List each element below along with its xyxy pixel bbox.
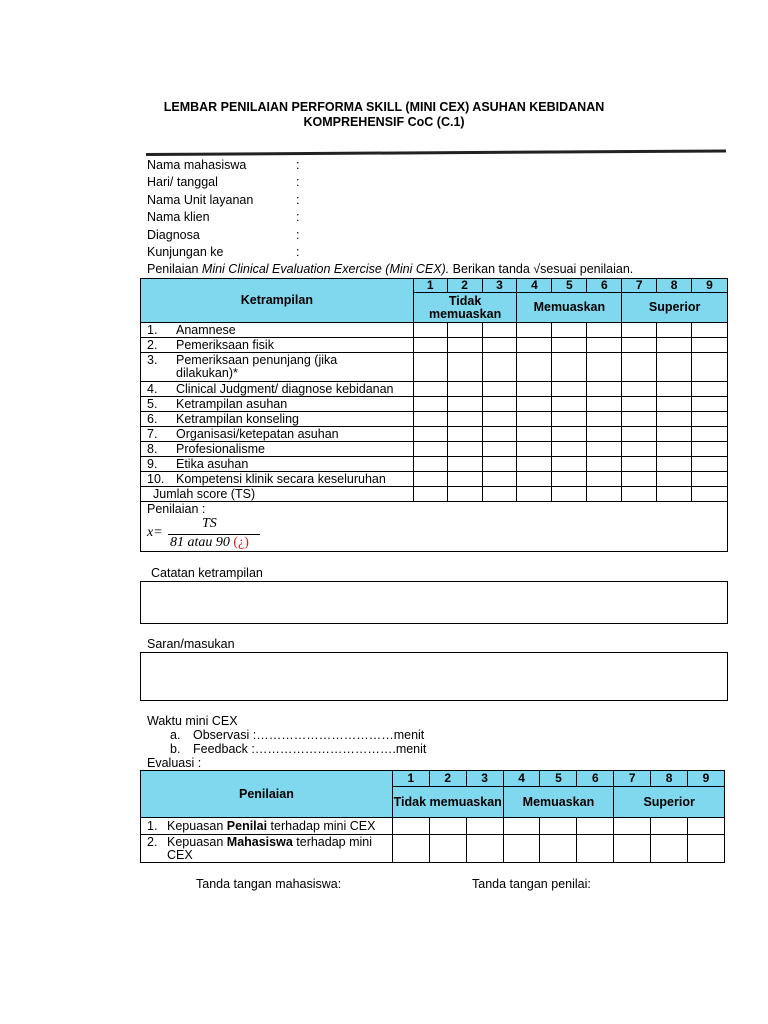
score-formula bbox=[147, 518, 267, 550]
row-text: Profesionalisme bbox=[176, 441, 265, 456]
score-cell[interactable] bbox=[482, 442, 517, 457]
score-cell[interactable] bbox=[587, 427, 622, 442]
score-header-7: 7 bbox=[614, 771, 651, 787]
row-number: 8. bbox=[147, 441, 158, 456]
score-cell[interactable] bbox=[651, 835, 688, 863]
instruction-italic: Mini Clinical Evaluation Exercise (Mini CEX). bbox=[201, 262, 450, 276]
observasi-line: Observasi :……………………………menit bbox=[193, 728, 425, 742]
score-cell[interactable] bbox=[447, 382, 482, 397]
score-cell[interactable] bbox=[517, 397, 552, 412]
table-row bbox=[141, 338, 728, 353]
field-colon: : bbox=[296, 210, 300, 224]
score-cell[interactable] bbox=[447, 457, 482, 472]
row-number: 10. bbox=[147, 471, 165, 486]
row-text bbox=[167, 836, 372, 862]
score-cell[interactable] bbox=[482, 412, 517, 427]
score-cell[interactable] bbox=[552, 442, 587, 457]
document-title-line2: KOMPREHENSIF CoC (C.1) bbox=[303, 115, 465, 129]
score-cell[interactable] bbox=[657, 412, 692, 427]
table-row bbox=[141, 442, 728, 457]
catatan-input[interactable] bbox=[140, 581, 728, 624]
saran-label: Saran/masukan bbox=[147, 637, 235, 651]
score-cell[interactable] bbox=[517, 382, 552, 397]
score-cell[interactable] bbox=[517, 427, 552, 442]
row-number: 9. bbox=[147, 456, 158, 471]
score-header-6: 6 bbox=[577, 771, 614, 787]
table-row bbox=[141, 818, 725, 835]
field-label-diagnosa: Diagnosa bbox=[147, 228, 200, 242]
score-cell[interactable] bbox=[587, 472, 622, 487]
score-cell[interactable] bbox=[466, 835, 503, 863]
score-cell[interactable] bbox=[447, 442, 482, 457]
score-cell[interactable] bbox=[657, 442, 692, 457]
skills-table bbox=[140, 278, 728, 552]
table-row bbox=[141, 427, 728, 442]
score-header-5: 5 bbox=[552, 279, 587, 293]
waktu-label: Waktu mini CEX bbox=[147, 714, 238, 728]
score-cell[interactable] bbox=[587, 353, 622, 382]
score-cell[interactable] bbox=[587, 382, 622, 397]
row-number: 7. bbox=[147, 426, 158, 441]
score-cell[interactable] bbox=[622, 382, 657, 397]
score-cell[interactable] bbox=[552, 382, 587, 397]
score-cell[interactable] bbox=[622, 338, 657, 353]
score-cell[interactable] bbox=[692, 472, 728, 487]
row-number: 2. bbox=[147, 834, 158, 849]
field-label-nama-mahasiswa: Nama mahasiswa bbox=[147, 158, 247, 172]
row-text: Clinical Judgment/ diagnose kebidanan bbox=[176, 381, 394, 396]
score-cell[interactable] bbox=[587, 338, 622, 353]
table-row bbox=[141, 412, 728, 427]
row-number: 3. bbox=[147, 353, 158, 367]
score-cell[interactable] bbox=[552, 323, 587, 338]
score-cell[interactable] bbox=[657, 457, 692, 472]
score-cell[interactable] bbox=[447, 323, 482, 338]
catatan-label: Catatan ketrampilan bbox=[151, 566, 263, 580]
total-label: Jumlah score (TS) bbox=[141, 487, 414, 502]
score-cell[interactable] bbox=[622, 487, 657, 502]
row-text: Kompetensi klinik secara keseluruhan bbox=[176, 471, 386, 486]
score-cell[interactable] bbox=[517, 353, 552, 382]
score-cell[interactable] bbox=[657, 338, 692, 353]
instruction-text bbox=[147, 262, 633, 277]
row-number: 6. bbox=[147, 411, 158, 426]
score-cell[interactable] bbox=[413, 412, 447, 427]
score-cell[interactable] bbox=[392, 818, 429, 835]
row-text-bold: Mahasiswa bbox=[226, 834, 293, 849]
feedback-line: Feedback :…………………………….menit bbox=[193, 742, 427, 756]
score-cell[interactable] bbox=[692, 427, 728, 442]
score-header-9: 9 bbox=[692, 279, 728, 293]
score-cell[interactable] bbox=[587, 412, 622, 427]
score-cell[interactable] bbox=[517, 487, 552, 502]
score-cell[interactable] bbox=[392, 835, 429, 863]
row-number: 1. bbox=[147, 322, 158, 337]
score-cell[interactable] bbox=[552, 472, 587, 487]
score-cell[interactable] bbox=[692, 397, 728, 412]
formula-numerator: TS bbox=[202, 516, 217, 531]
field-colon: : bbox=[296, 228, 300, 242]
score-cell[interactable] bbox=[692, 487, 728, 502]
score-cell[interactable] bbox=[517, 412, 552, 427]
score-cell[interactable] bbox=[622, 472, 657, 487]
score-cell[interactable] bbox=[466, 818, 503, 835]
field-colon: : bbox=[296, 245, 300, 259]
score-cell[interactable] bbox=[622, 427, 657, 442]
score-cell[interactable] bbox=[622, 323, 657, 338]
score-cell[interactable] bbox=[429, 835, 466, 863]
row-text: Ketrampilan konseling bbox=[176, 411, 299, 426]
score-cell[interactable] bbox=[413, 487, 447, 502]
row-text-post: terhadap mini CEX bbox=[267, 818, 376, 833]
score-cell[interactable] bbox=[692, 338, 728, 353]
document-title-line1: LEMBAR PENILAIAN PERFORMA SKILL (MINI CEX) ASUHAN KEBIDANAN bbox=[163, 100, 605, 114]
score-cell[interactable] bbox=[692, 442, 728, 457]
field-colon: : bbox=[296, 193, 300, 207]
score-cell[interactable] bbox=[587, 487, 622, 502]
evaluasi-label: Evaluasi : bbox=[147, 756, 202, 770]
row-number: 1. bbox=[147, 818, 158, 833]
score-header-4: 4 bbox=[517, 279, 552, 293]
score-header-3: 3 bbox=[466, 771, 503, 787]
table-row bbox=[141, 472, 728, 487]
score-cell[interactable] bbox=[587, 457, 622, 472]
score-cell[interactable] bbox=[552, 338, 587, 353]
score-cell[interactable] bbox=[552, 457, 587, 472]
row-text-pre: Kepuasan bbox=[167, 818, 227, 833]
score-cell[interactable] bbox=[482, 323, 517, 338]
score-cell[interactable] bbox=[413, 442, 447, 457]
score-cell[interactable] bbox=[517, 323, 552, 338]
score-cell[interactable] bbox=[517, 442, 552, 457]
score-cell[interactable] bbox=[482, 427, 517, 442]
score-header-9: 9 bbox=[688, 771, 725, 787]
score-cell[interactable] bbox=[447, 487, 482, 502]
field-colon: : bbox=[296, 175, 300, 189]
table-row bbox=[141, 323, 728, 338]
field-label-unit-layanan: Nama Unit layanan bbox=[147, 193, 254, 207]
score-cell[interactable] bbox=[413, 382, 447, 397]
score-cell[interactable] bbox=[657, 427, 692, 442]
score-header-4: 4 bbox=[503, 771, 540, 787]
score-cell[interactable] bbox=[622, 397, 657, 412]
score-cell[interactable] bbox=[692, 457, 728, 472]
formula-denominator bbox=[170, 536, 249, 549]
score-cell[interactable] bbox=[540, 835, 577, 863]
score-cell[interactable] bbox=[517, 338, 552, 353]
score-cell[interactable] bbox=[482, 472, 517, 487]
row-text: Organisasi/ketepatan asuhan bbox=[176, 426, 339, 441]
score-cell[interactable] bbox=[614, 835, 651, 863]
score-cell[interactable] bbox=[413, 338, 447, 353]
score-cell[interactable] bbox=[614, 818, 651, 835]
score-header-3: 3 bbox=[482, 279, 517, 293]
score-cell[interactable] bbox=[657, 472, 692, 487]
score-header-6: 6 bbox=[587, 279, 622, 293]
score-cell[interactable] bbox=[692, 353, 728, 382]
field-label-nama-klien: Nama klien bbox=[147, 210, 210, 224]
table-row bbox=[141, 382, 728, 397]
score-cell[interactable] bbox=[413, 457, 447, 472]
evaluation-table bbox=[140, 770, 725, 863]
score-cell[interactable] bbox=[503, 818, 540, 835]
row-text-post: terhadap mini CEX bbox=[167, 834, 373, 862]
skills-header: Ketrampilan bbox=[141, 279, 414, 323]
score-header-8: 8 bbox=[657, 279, 692, 293]
group-memuaskan: Memuaskan bbox=[503, 787, 614, 818]
score-header-8: 8 bbox=[651, 771, 688, 787]
group-tidak-memuaskan: Tidak memuaskan bbox=[413, 293, 517, 323]
score-cell[interactable] bbox=[651, 818, 688, 835]
score-header-1: 1 bbox=[392, 771, 429, 787]
score-cell[interactable] bbox=[540, 818, 577, 835]
formula-lhs: x= bbox=[147, 525, 163, 540]
group-memuaskan: Memuaskan bbox=[517, 293, 622, 323]
field-label-hari-tanggal: Hari/ tanggal bbox=[147, 175, 218, 189]
row-text: Anamnese bbox=[176, 322, 236, 337]
score-cell[interactable] bbox=[482, 338, 517, 353]
waktu-marker-b: b. bbox=[170, 742, 181, 756]
score-header-2: 2 bbox=[447, 279, 482, 293]
score-cell[interactable] bbox=[587, 323, 622, 338]
saran-input[interactable] bbox=[140, 652, 728, 701]
score-cell[interactable] bbox=[622, 412, 657, 427]
score-cell[interactable] bbox=[688, 835, 725, 863]
score-cell[interactable] bbox=[622, 353, 657, 382]
waktu-marker-a: a. bbox=[170, 728, 181, 742]
row-number: 4. bbox=[147, 381, 158, 396]
score-cell[interactable] bbox=[552, 427, 587, 442]
signature-mahasiswa-label: Tanda tangan mahasiswa: bbox=[196, 877, 342, 891]
score-cell[interactable] bbox=[447, 397, 482, 412]
row-text: Pemeriksaan fisik bbox=[176, 337, 274, 352]
group-superior: Superior bbox=[614, 787, 725, 818]
row-number: 2. bbox=[147, 337, 158, 352]
score-cell[interactable] bbox=[447, 338, 482, 353]
score-cell[interactable] bbox=[688, 818, 725, 835]
penilaian-row bbox=[141, 502, 728, 552]
table-row bbox=[141, 353, 728, 382]
score-cell[interactable] bbox=[692, 412, 728, 427]
instruction-suffix: Berikan tanda √sesuai penilaian. bbox=[449, 262, 634, 276]
score-cell[interactable] bbox=[577, 818, 614, 835]
score-cell[interactable] bbox=[657, 397, 692, 412]
score-cell[interactable] bbox=[517, 457, 552, 472]
table-row bbox=[141, 457, 728, 472]
signature-penilai-label: Tanda tangan penilai: bbox=[472, 877, 591, 891]
score-cell[interactable] bbox=[482, 353, 517, 382]
penilaian-header: Penilaian bbox=[141, 771, 393, 818]
score-cell[interactable] bbox=[482, 487, 517, 502]
instruction-prefix: Penilaian bbox=[147, 262, 202, 276]
score-cell[interactable] bbox=[587, 397, 622, 412]
score-cell[interactable] bbox=[587, 442, 622, 457]
score-header-1: 1 bbox=[413, 279, 447, 293]
score-cell[interactable] bbox=[552, 353, 587, 382]
score-cell[interactable] bbox=[447, 353, 482, 382]
score-cell[interactable] bbox=[413, 353, 447, 382]
score-header-7: 7 bbox=[622, 279, 657, 293]
score-cell[interactable] bbox=[657, 353, 692, 382]
score-cell[interactable] bbox=[622, 457, 657, 472]
score-cell[interactable] bbox=[552, 412, 587, 427]
group-tidak-memuaskan: Tidak memuaskan bbox=[392, 787, 503, 818]
table-row bbox=[141, 397, 728, 412]
field-colon: : bbox=[296, 158, 300, 172]
score-header-2: 2 bbox=[429, 771, 466, 787]
row-text-bold: Penilai bbox=[226, 818, 268, 833]
table-row bbox=[141, 835, 725, 863]
score-cell[interactable] bbox=[692, 382, 728, 397]
formula-paren: (¿) bbox=[233, 535, 249, 550]
score-cell[interactable] bbox=[552, 397, 587, 412]
total-row bbox=[141, 487, 728, 502]
score-cell[interactable] bbox=[413, 397, 447, 412]
score-cell[interactable] bbox=[429, 818, 466, 835]
field-label-kunjungan: Kunjungan ke bbox=[147, 245, 224, 259]
score-cell[interactable] bbox=[447, 472, 482, 487]
score-cell[interactable] bbox=[552, 487, 587, 502]
score-cell[interactable] bbox=[413, 472, 447, 487]
score-cell[interactable] bbox=[657, 323, 692, 338]
score-cell[interactable] bbox=[657, 487, 692, 502]
score-cell[interactable] bbox=[447, 427, 482, 442]
row-text: Ketrampilan asuhan bbox=[176, 396, 288, 411]
title-divider bbox=[146, 149, 726, 156]
score-cell[interactable] bbox=[517, 472, 552, 487]
formula-denominator-text: 81 atau 90 bbox=[170, 535, 230, 550]
score-cell[interactable] bbox=[447, 412, 482, 427]
group-superior: Superior bbox=[622, 293, 728, 323]
score-header-5: 5 bbox=[540, 771, 577, 787]
score-cell[interactable] bbox=[482, 382, 517, 397]
penilaian-label: Penilaian : bbox=[147, 502, 206, 516]
row-text-pre: Kepuasan bbox=[167, 834, 227, 849]
row-text: Etika asuhan bbox=[176, 456, 249, 471]
score-cell[interactable] bbox=[482, 457, 517, 472]
score-cell[interactable] bbox=[413, 427, 447, 442]
score-cell[interactable] bbox=[413, 323, 447, 338]
row-number: 5. bbox=[147, 396, 158, 411]
score-cell[interactable] bbox=[622, 442, 657, 457]
score-cell[interactable] bbox=[503, 835, 540, 863]
score-cell[interactable] bbox=[692, 323, 728, 338]
score-cell[interactable] bbox=[657, 382, 692, 397]
score-cell[interactable] bbox=[482, 397, 517, 412]
row-text: Pemeriksaan penunjang (jika dilakukan)* bbox=[176, 353, 338, 380]
score-cell[interactable] bbox=[577, 835, 614, 863]
